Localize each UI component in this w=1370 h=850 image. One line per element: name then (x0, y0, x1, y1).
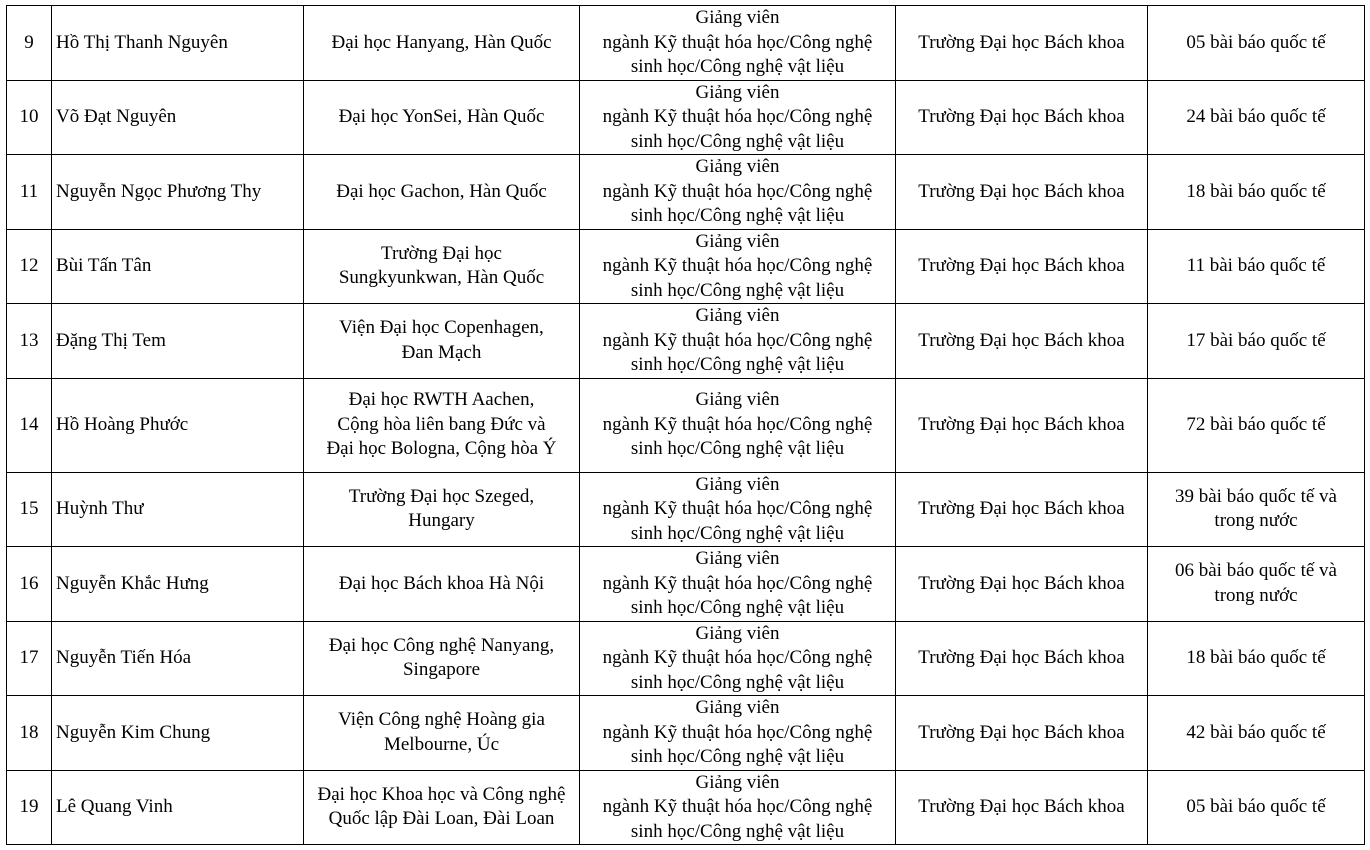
table-row (7, 378, 1365, 472)
position-line: ngành Kỹ thuật hóa học/Công nghệ (602, 572, 873, 594)
institution-line: Quốc lập Đài Loan, Đài Loan (328, 808, 555, 830)
position-line: Giảng viên (695, 771, 780, 793)
training-institution (304, 378, 580, 472)
publications-line: 05 bài báo quốc tế (1186, 796, 1326, 817)
position (580, 304, 896, 379)
position (580, 80, 896, 155)
position-line: Giảng viên (695, 389, 780, 411)
lecturer-name: Nguyễn Ngọc Phương Thy (52, 155, 304, 230)
publications-line: 24 bài báo quốc tế (1186, 106, 1326, 127)
institution-line: Đại học Bologna, Cộng hòa Ý (326, 438, 557, 460)
position-line: sinh học/Công nghệ vật liệu (630, 746, 845, 767)
work-unit: Trường Đại học Bách khoa (896, 696, 1148, 771)
publications (1148, 547, 1365, 622)
institution-line: Singapore (402, 659, 481, 681)
position-line: sinh học/Công nghệ vật liệu (630, 56, 845, 77)
work-unit: Trường Đại học Bách khoa (896, 547, 1148, 622)
position-line: Giảng viên (695, 473, 780, 495)
publications-line: 11 bài báo quốc tế (1186, 255, 1326, 276)
table-row (7, 6, 1365, 81)
publications (1148, 229, 1365, 304)
position-line: Giảng viên (695, 305, 780, 326)
work-unit: Trường Đại học Bách khoa (896, 621, 1148, 696)
publications-line: 72 bài báo quốc tế (1186, 413, 1326, 435)
lecturer-name: Hồ Thị Thanh Nguyên (52, 6, 304, 81)
position-line: ngành Kỹ thuật hóa học/Công nghệ (602, 498, 873, 519)
institution-line: Đại học YonSei, Hàn Quốc (338, 106, 545, 127)
institution-line: Đại học RWTH Aachen, (348, 389, 535, 411)
row-number: 12 (7, 229, 52, 304)
training-institution (304, 770, 580, 845)
institution-line: Sungkyunkwan, Hàn Quốc (338, 267, 545, 289)
row-number: 16 (7, 547, 52, 622)
publications-line: 42 bài báo quốc tế (1186, 721, 1326, 743)
institution-line: Trường Đại học Szeged, (348, 485, 535, 507)
institution-line: Cộng hòa liên bang Đức và (337, 413, 546, 435)
row-number: 9 (7, 6, 52, 81)
row-number: 13 (7, 304, 52, 379)
training-institution (304, 621, 580, 696)
training-institution (304, 155, 580, 230)
position-line: Giảng viên (695, 7, 780, 28)
table-row (7, 304, 1365, 379)
table-row (7, 229, 1365, 304)
position (580, 378, 896, 472)
table-row (7, 472, 1365, 547)
position-line: ngành Kỹ thuật hóa học/Công nghệ (602, 413, 873, 435)
lecturer-table (6, 5, 1365, 845)
position-line: Giảng viên (695, 230, 780, 252)
row-number: 10 (7, 80, 52, 155)
institution-line: Đan Mạch (401, 341, 482, 363)
table-row (7, 547, 1365, 622)
table-row (7, 155, 1365, 230)
training-institution (304, 472, 580, 547)
publications-line: 18 bài báo quốc tế (1186, 647, 1326, 668)
work-unit: Trường Đại học Bách khoa (896, 770, 1148, 845)
publications-line: 17 bài báo quốc tế (1186, 329, 1326, 351)
institution-line: Trường Đại học (381, 242, 502, 264)
position (580, 155, 896, 230)
position-line: Giảng viên (695, 81, 780, 103)
lecturer-name: Đặng Thị Tem (52, 304, 304, 379)
position-line: sinh học/Công nghệ vật liệu (630, 522, 845, 544)
position-line: ngành Kỹ thuật hóa học/Công nghệ (602, 106, 873, 127)
position (580, 770, 896, 845)
institution-line: Đại học Khoa học và Công nghệ (317, 783, 566, 805)
lecturer-name: Nguyễn Kim Chung (52, 696, 304, 771)
publications-line: 39 bài báo quốc tế và (1175, 485, 1337, 507)
position-line: sinh học/Công nghệ vật liệu (630, 597, 845, 618)
publications-line: 06 bài báo quốc tế và (1175, 560, 1337, 582)
institution-line: Đại học Gachon, Hàn Quốc (336, 180, 547, 202)
position-line: ngành Kỹ thuật hóa học/Công nghệ (602, 647, 873, 668)
publications (1148, 472, 1365, 547)
publications-line: trong nước (1214, 510, 1298, 532)
publications-line: 18 bài báo quốc tế (1186, 180, 1326, 202)
position-line: Giảng viên (695, 697, 780, 718)
lecturer-name: Nguyễn Khắc Hưng (52, 547, 304, 622)
publications (1148, 696, 1365, 771)
row-number: 17 (7, 621, 52, 696)
training-institution (304, 6, 580, 81)
institution-line: Đại học Công nghệ Nanyang, (328, 634, 555, 656)
work-unit: Trường Đại học Bách khoa (896, 304, 1148, 379)
work-unit: Trường Đại học Bách khoa (896, 378, 1148, 472)
publications (1148, 621, 1365, 696)
lecturer-name: Võ Đạt Nguyên (52, 80, 304, 155)
position-line: sinh học/Công nghệ vật liệu (630, 205, 845, 226)
publications-line: trong nước (1214, 584, 1298, 606)
position (580, 229, 896, 304)
position-line: sinh học/Công nghệ vật liệu (630, 438, 845, 460)
publications-line: 05 bài báo quốc tế (1186, 31, 1326, 53)
work-unit: Trường Đại học Bách khoa (896, 229, 1148, 304)
row-number: 15 (7, 472, 52, 547)
lecturer-name: Huỳnh Thư (52, 472, 304, 547)
institution-line: Đại học Bách khoa Hà Nội (338, 572, 545, 594)
position-line: ngành Kỹ thuật hóa học/Công nghệ (602, 255, 873, 276)
training-institution (304, 304, 580, 379)
position-line: sinh học/Công nghệ vật liệu (630, 279, 845, 301)
publications (1148, 378, 1365, 472)
table-row (7, 80, 1365, 155)
publications (1148, 6, 1365, 81)
row-number: 11 (7, 155, 52, 230)
position (580, 696, 896, 771)
position-line: sinh học/Công nghệ vật liệu (630, 820, 845, 842)
position (580, 6, 896, 81)
institution-line: Đại học Hanyang, Hàn Quốc (331, 31, 552, 53)
publications (1148, 80, 1365, 155)
work-unit: Trường Đại học Bách khoa (896, 472, 1148, 547)
lecturer-name: Hồ Hoàng Phước (52, 378, 304, 472)
lecturer-name: Nguyễn Tiến Hóa (52, 621, 304, 696)
position-line: Giảng viên (695, 622, 780, 644)
work-unit: Trường Đại học Bách khoa (896, 155, 1148, 230)
row-number: 19 (7, 770, 52, 845)
position-line: sinh học/Công nghệ vật liệu (630, 354, 845, 375)
position-line: ngành Kỹ thuật hóa học/Công nghệ (602, 31, 873, 53)
publications (1148, 770, 1365, 845)
position-line: ngành Kỹ thuật hóa học/Công nghệ (602, 180, 873, 202)
institution-line: Viện Công nghệ Hoàng gia (338, 709, 545, 731)
position (580, 472, 896, 547)
training-institution (304, 696, 580, 771)
table-row (7, 621, 1365, 696)
training-institution (304, 547, 580, 622)
row-number: 18 (7, 696, 52, 771)
table-row (7, 696, 1365, 771)
position-line: Giảng viên (695, 156, 780, 177)
work-unit: Trường Đại học Bách khoa (896, 80, 1148, 155)
table-row (7, 770, 1365, 845)
position-line: ngành Kỹ thuật hóa học/Công nghệ (602, 796, 873, 817)
position (580, 621, 896, 696)
position-line: ngành Kỹ thuật hóa học/Công nghệ (602, 329, 873, 351)
position-line: sinh học/Công nghệ vật liệu (630, 130, 845, 152)
institution-line: Hungary (408, 510, 475, 532)
lecturer-name: Bùi Tấn Tân (52, 229, 304, 304)
lecturer-name: Lê Quang Vinh (52, 770, 304, 845)
position-line: sinh học/Công nghệ vật liệu (630, 671, 845, 693)
position-line: Giảng viên (695, 548, 780, 569)
training-institution (304, 229, 580, 304)
work-unit: Trường Đại học Bách khoa (896, 6, 1148, 81)
training-institution (304, 80, 580, 155)
institution-line: Melbourne, Úc (383, 733, 500, 755)
publications (1148, 155, 1365, 230)
position-line: ngành Kỹ thuật hóa học/Công nghệ (602, 721, 873, 743)
row-number: 14 (7, 378, 52, 472)
publications (1148, 304, 1365, 379)
institution-line: Viện Đại học Copenhagen, (339, 317, 544, 339)
position (580, 547, 896, 622)
